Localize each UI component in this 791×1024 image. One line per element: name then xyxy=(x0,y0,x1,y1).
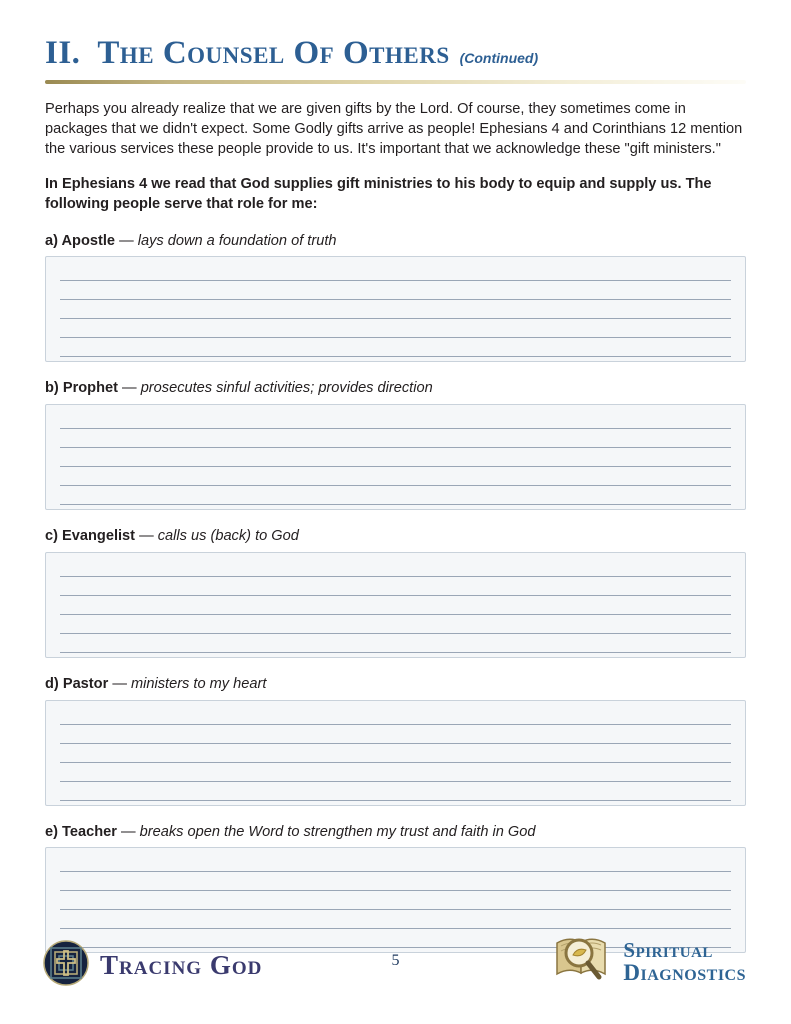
writing-line[interactable] xyxy=(60,262,731,281)
intro-instruction: In Ephesians 4 we read that God supplies gift ministries to his body to equip and supply us. The following people serve that role for me: xyxy=(45,175,712,213)
section-description: ministers to my heart xyxy=(130,675,267,692)
section-name: a) Apostle xyxy=(45,232,116,249)
section-name: b) Prophet xyxy=(45,380,118,397)
writing-line[interactable] xyxy=(60,486,731,505)
spiritual-diagnostics-logo xyxy=(553,933,746,990)
writing-line[interactable] xyxy=(60,338,731,357)
tracing-god-wordmark: Tracing God xyxy=(100,950,263,980)
writing-line[interactable] xyxy=(60,558,731,577)
writing-line[interactable] xyxy=(60,763,731,782)
writing-line[interactable] xyxy=(60,300,731,319)
intro-paragraph: Perhaps you already realize that we are given gifts by the Lord. Of course, they sometimes come in packages that we didn't expect. Some Godly gifts arrive as people! Ephesians 4 and Corinthians 12 mention the various services these people provide to us. It's important that we acknowledge these "gift ministers." xyxy=(45,100,743,158)
writing-line[interactable] xyxy=(60,596,731,615)
writing-line[interactable] xyxy=(60,706,731,725)
writing-line[interactable] xyxy=(60,782,731,801)
writing-line[interactable] xyxy=(60,872,731,891)
writing-line[interactable] xyxy=(60,744,731,763)
answer-box-prophet[interactable] xyxy=(45,404,746,510)
writing-line[interactable] xyxy=(60,319,731,338)
page-footer xyxy=(0,936,791,996)
writing-line[interactable] xyxy=(60,281,731,300)
section-name: d) Pastor xyxy=(45,675,109,692)
wordmark-line-diagnostics: Diagnostics xyxy=(623,959,746,985)
section-name: e) Teacher xyxy=(45,823,117,840)
writing-line[interactable] xyxy=(60,891,731,910)
page-header xyxy=(45,36,746,71)
tracing-god-logo xyxy=(42,939,262,992)
writing-line[interactable] xyxy=(60,853,731,872)
writing-line[interactable] xyxy=(60,429,731,448)
section-dash: — xyxy=(122,380,137,397)
wordmark-line-spiritual: Spiritual xyxy=(623,937,713,962)
section-name: c) Evangelist xyxy=(45,528,136,545)
title-continued-note: (Continued) xyxy=(459,50,539,66)
writing-line[interactable] xyxy=(60,448,731,467)
section-description: prosecutes sinful activities; provides direction xyxy=(140,380,433,397)
section-description: breaks open the Word to strengthen my trust and faith in God xyxy=(139,823,536,840)
gold-divider-rule xyxy=(45,80,746,84)
answer-box-evangelist[interactable] xyxy=(45,552,746,658)
section-description: calls us (back) to God xyxy=(157,528,299,545)
writing-line[interactable] xyxy=(60,467,731,486)
book-magnifier-icon xyxy=(553,933,615,990)
writing-line[interactable] xyxy=(60,577,731,596)
answer-box-pastor[interactable] xyxy=(45,700,746,806)
section-label-apostle xyxy=(45,232,746,252)
writing-line[interactable] xyxy=(60,410,731,429)
section-dash: — xyxy=(139,528,154,545)
page-title xyxy=(45,36,450,71)
page-title-text: The Counsel Of Others xyxy=(97,35,450,71)
section-numeral: II. xyxy=(45,35,81,71)
writing-line[interactable] xyxy=(60,615,731,634)
section-label-prophet xyxy=(45,379,746,399)
section-dash: — xyxy=(120,823,136,840)
answer-box-apostle[interactable] xyxy=(45,256,746,362)
writing-line[interactable] xyxy=(60,910,731,929)
section-dash: — xyxy=(112,675,127,692)
page-number: 5 xyxy=(391,952,400,969)
spiritual-diagnostics-wordmark xyxy=(623,937,746,985)
section-label-evangelist xyxy=(45,527,746,547)
tracing-god-labyrinth-icon xyxy=(42,939,90,992)
section-label-pastor xyxy=(45,675,746,695)
writing-line[interactable] xyxy=(60,725,731,744)
writing-line[interactable] xyxy=(60,634,731,653)
section-dash: — xyxy=(119,232,134,249)
section-description: lays down a foundation of truth xyxy=(137,232,337,249)
section-label-teacher xyxy=(45,823,746,843)
